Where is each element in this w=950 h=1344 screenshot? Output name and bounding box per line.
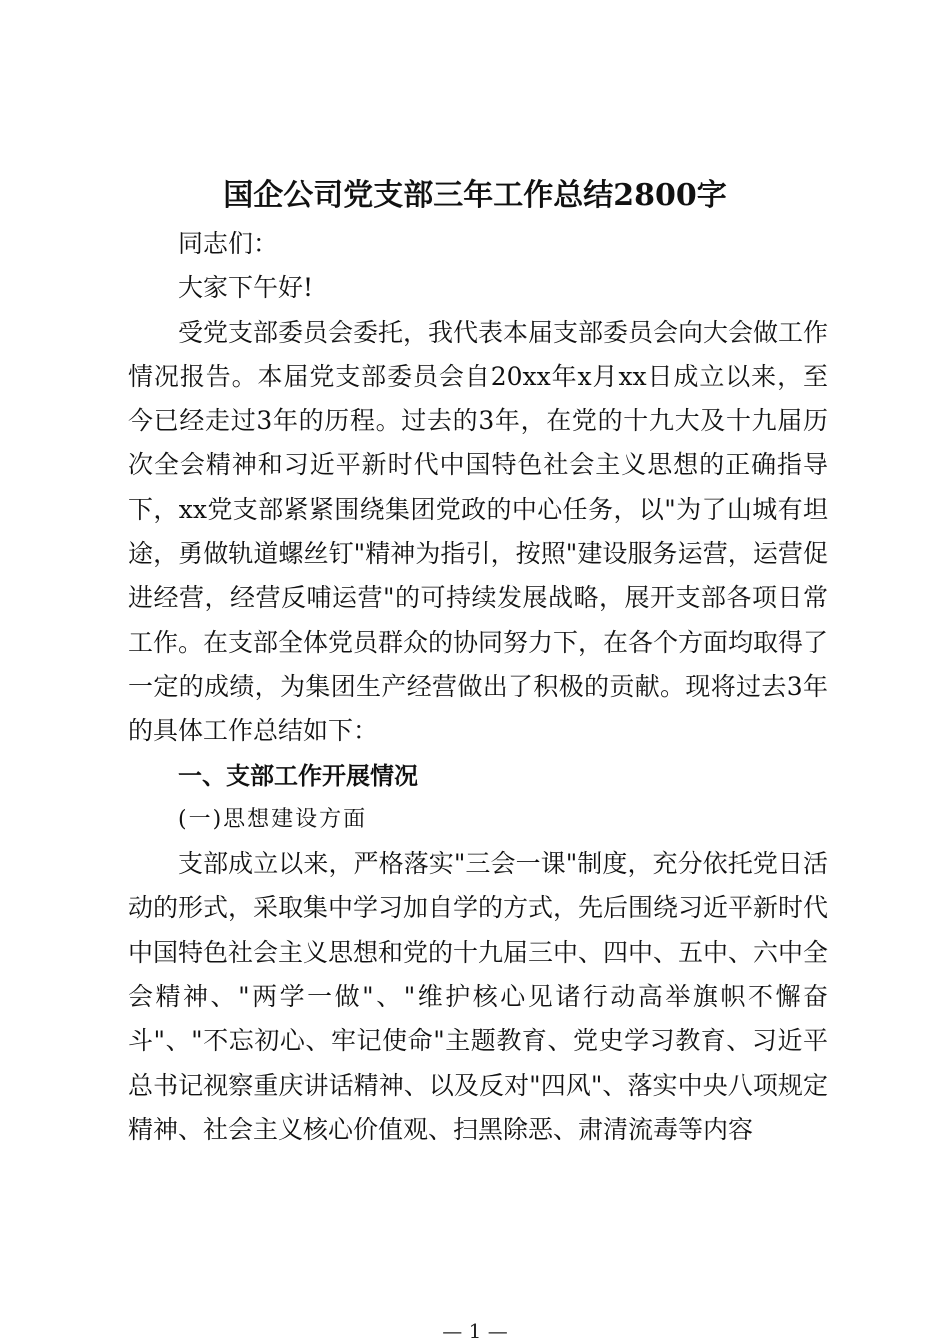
greeting: 大家下午好! bbox=[178, 273, 314, 303]
intro-paragraph: 受党支部委员会委托，我代表本届支部委员会向大会做工作情况报告。本届党支部委员会自20xx年x月xx日成立以来，至今已经走过3年的历程。过去的3年，在党的十九大及十九届历次全会精神和习近平新时代中国特色社会主义思想的正确指导下，xx党支部紧紧围绕集团党政的中心任务，以"为了山城有坦途，勇做轨道螺丝钉"精神为指引，按照"建设服务运营，运营促进经营，经营反哺运营"的可持续发展战略，展开支部各项日常工作。在支部全体党员群众的协同努力下，在各个方面均取得了一定的成绩，为集团生产经营做出了积极的贡献。现将过去3年的具体工作总结如下： bbox=[128, 317, 829, 746]
salutation: 同志们： bbox=[178, 229, 279, 258]
body-paragraph: 支部成立以来，严格落实"三会一课"制度，充分依托党日活动的形式，采取集中学习加自学的方式，先后围绕习近平新时代中国特色社会主义思想和党的十九届三中、四中、五中、六中全会精神、"两学一做"、"维护核心见诸行动高举旗帜不懈奋斗"、"不忘初心、牢记使命"主题教育、党史学习教育、习近平总书记视察重庆讲话精神、以及反对"四风"、落实中央八项规定精神、社会主义核心价值观、扫黑除恶、肃清流毒等内容 bbox=[128, 849, 829, 1144]
section-heading: 一、支部工作开展情况 bbox=[178, 761, 418, 790]
subsection-heading: (一)思想建设方面 bbox=[178, 806, 368, 832]
page-number: — 1 — bbox=[442, 1319, 508, 1343]
document-title: 国企公司党支部三年工作总结2800字 bbox=[223, 178, 727, 213]
document-body bbox=[128, 222, 828, 1152]
